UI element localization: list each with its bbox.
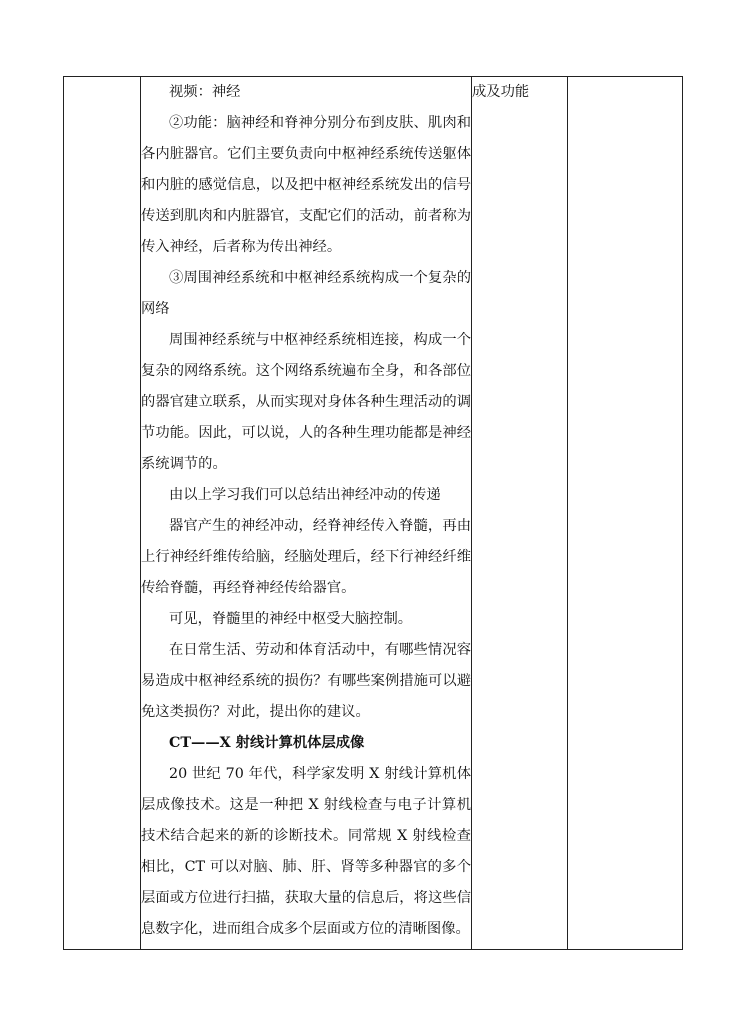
- objective-text: 成及功能: [472, 84, 530, 100]
- paragraph-ct-body: 20 世纪 70 年代，科学家发明 X 射线计算机体层成像技术。这是一种把 X 射线检查与电子计算机技术结合起来的新的诊断技术。同常规 X 射线检查相比，CT 可以对脑、肺、肝、肾等多种器官的多个层面或方位进行扫描，获取大量的信息后，将这些信息数字化，进而组合成多个层面或方位的清晰图像。: [141, 766, 471, 937]
- paragraph-network-heading: ③周围神经系统和中枢神经系统构成一个复杂的网络: [141, 270, 471, 317]
- paragraph-ct-heading: CT——X 射线计算机体层成像: [169, 735, 365, 751]
- paragraph-function: ②功能：脑神经和脊神分别分布到皮肤、肌肉和各内脏器官。它们主要负责向中枢神经系统传送躯体和内脏的感觉信息，以及把中枢神经系统发出的信号传送到肌肉和内脏器官，支配它们的活动，前者称为传入神经，后者称为传出神经。: [141, 115, 471, 255]
- empty-cell-right: [568, 77, 683, 950]
- objective-cell: [472, 77, 568, 950]
- empty-cell-left: [64, 77, 141, 950]
- paragraph-network: 周围神经系统与中枢神经系统相连接，构成一个复杂的网络系统。这个网络系统遍布全身，和各部位的器官建立联系，从而实现对身体各种生理活动的调节功能。因此，可以说，人的各种生理功能都是神经系统调节的。: [141, 332, 471, 472]
- paragraph-question: 在日常生活、劳动和体育活动中，有哪些情况容易造成中枢神经系统的损伤？有哪些案例措施可以避免这类损伤？对此，提出你的建议。: [141, 642, 471, 720]
- paragraph-video-note: 视频：神经: [169, 84, 241, 100]
- content-cell: [141, 77, 472, 950]
- lesson-plan-table: [63, 76, 683, 950]
- paragraph-summary-intro: 由以上学习我们可以总结出神经冲动的传递: [169, 487, 441, 503]
- paragraph-impulse-path: 器官产生的神经冲动，经脊神经传入脊髓，再由上行神经纤维传给脑，经脑处理后，经下行神经纤维传给脊髓，再经脊神经传给器官。: [141, 518, 471, 596]
- paragraph-brain-control: 可见，脊髓里的神经中枢受大脑控制。: [169, 611, 413, 627]
- table-row: [64, 77, 683, 950]
